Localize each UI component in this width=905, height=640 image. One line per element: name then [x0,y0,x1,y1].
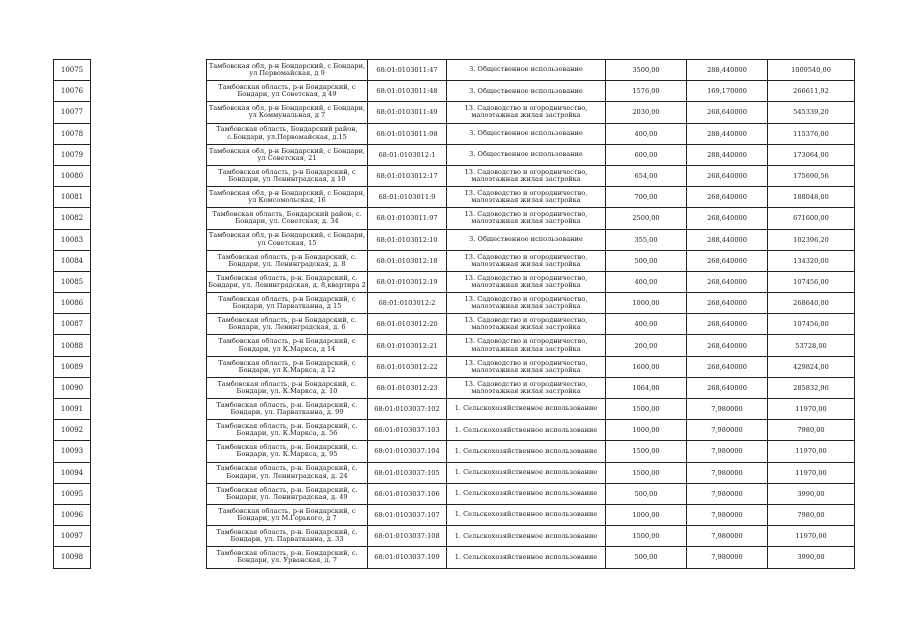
land-use-cell: 3. Общественное использование [447,229,606,250]
row-id-cell: 10079 [54,144,91,165]
parcel-table-body [207,60,855,569]
land-use-cell: 13. Садоводство и огородничество, малоэтажная жилая застройка [447,102,606,123]
table-row [207,399,855,420]
id-row [54,250,91,271]
cadastral-number-cell: 68:01:0103037:104 [368,441,447,462]
id-row [54,547,91,568]
rate-cell: 268,640000 [687,293,768,314]
rate-cell: 7,980000 [687,526,768,547]
id-column-table [53,59,91,569]
cadastral-number-cell: 68:01:0103037:102 [368,399,447,420]
address-cell: Тамбовская обл, р-н Бондарский, с Бондари, ул Советская, 21 [207,144,368,165]
area-cell: 1500,00 [606,399,687,420]
id-column-body [54,60,91,569]
address-cell: Тамбовская область, р-н Бондарский, с. Бондари, ул. Ленинградская, д. 8 [207,250,368,271]
id-row [54,271,91,292]
rate-cell: 268,640000 [687,271,768,292]
land-use-cell: 1. Сельскохозяйственное использование [447,504,606,525]
cadastral-value-cell: 107456,00 [768,271,855,292]
land-use-cell: 1. Сельскохозяйственное использование [447,420,606,441]
row-id-cell: 10086 [54,293,91,314]
land-use-cell: 13. Садоводство и огородничество, малоэтажная жилая застройка [447,335,606,356]
address-cell: Тамбовская область, р-н. Бондарский, с. Бондари, ул. К.Маркса, д. 56 [207,420,368,441]
row-id-cell: 10098 [54,547,91,568]
rate-cell: 7,980000 [687,483,768,504]
id-row [54,314,91,335]
rate-cell: 288,440000 [687,229,768,250]
cadastral-number-cell: 68:01:0103037:103 [368,420,447,441]
rate-cell: 268,640000 [687,356,768,377]
id-row [54,229,91,250]
address-cell: Тамбовская область, р-н. Бондарский, с. Бондари, ул. Ленинградская, д. 8,квартира 2 [207,271,368,292]
cadastral-value-cell: 11970,00 [768,462,855,483]
table-row [207,526,855,547]
area-cell: 200,00 [606,335,687,356]
table-row [207,187,855,208]
cadastral-number-cell: 68:01:0103012:19 [368,271,447,292]
id-row [54,462,91,483]
id-row [54,123,91,144]
land-use-cell: 1. Сельскохозяйственное использование [447,483,606,504]
land-use-cell: 1. Сельскохозяйственное использование [447,462,606,483]
address-cell: Тамбовская область, р-н Бондарский, с Бондари, ул К.Маркса, д 14 [207,335,368,356]
table-row [207,81,855,102]
area-cell: 3500,00 [606,60,687,81]
cadastral-value-cell: 175690,56 [768,165,855,186]
rate-cell: 288,440000 [687,60,768,81]
land-use-cell: 1. Сельскохозяйственное использование [447,441,606,462]
cadastral-value-cell: 268640,00 [768,293,855,314]
id-row [54,399,91,420]
cadastral-value-cell: 11970,00 [768,526,855,547]
rate-cell: 7,980000 [687,462,768,483]
table-row [207,102,855,123]
cadastral-number-cell: 68:01:0103012:1 [368,144,447,165]
id-row [54,420,91,441]
cadastral-value-cell: 102396,20 [768,229,855,250]
row-id-cell: 10082 [54,208,91,229]
area-cell: 400,00 [606,271,687,292]
id-row [54,208,91,229]
address-cell: Тамбовская область, р-н Бондарский, с. Бондари, ул. Ленинградская, д. 6 [207,314,368,335]
row-id-cell: 10096 [54,504,91,525]
row-id-cell: 10093 [54,441,91,462]
land-use-cell: 13. Садоводство и огородничество, малоэтажная жилая застройка [447,187,606,208]
rate-cell: 268,640000 [687,314,768,335]
land-use-cell: 1. Сельскохозяйственное использование [447,526,606,547]
area-cell: 654,00 [606,165,687,186]
land-use-cell: 13. Садоводство и огородничество, малоэтажная жилая застройка [447,377,606,398]
address-cell: Тамбовская область, р-н Бондарский, с. Бондари, ул. К.Маркса, д. 10 [207,377,368,398]
area-cell: 1600,00 [606,356,687,377]
land-use-cell: 3. Общественное использование [447,123,606,144]
area-cell: 1000,00 [606,293,687,314]
land-use-cell: 13. Садоводство и огородничество, малоэтажная жилая застройка [447,271,606,292]
table-row [207,462,855,483]
table-row [207,144,855,165]
cadastral-number-cell: 68:01:0103012:2 [368,293,447,314]
cadastral-number-cell: 68:01:0103012:18 [368,250,447,271]
table-row [207,335,855,356]
row-id-cell: 10095 [54,483,91,504]
row-id-cell: 10085 [54,271,91,292]
table-row [207,377,855,398]
area-cell: 1576,00 [606,81,687,102]
id-row [54,165,91,186]
table-row [207,356,855,377]
address-cell: Тамбовская область, р-н. Бондарский, с. Бондари, ул. Урванская, д. 7 [207,547,368,568]
area-cell: 1000,00 [606,504,687,525]
land-use-cell: 3. Общественное использование [447,144,606,165]
land-use-cell: 13. Садоводство и огородничество, малоэтажная жилая застройка [447,165,606,186]
land-use-cell: 1. Сельскохозяйственное использование [447,547,606,568]
area-cell: 500,00 [606,483,687,504]
row-id-cell: 10080 [54,165,91,186]
land-use-cell: 13. Садоводство и огородничество, малоэтажная жилая застройка [447,293,606,314]
rate-cell: 169,170000 [687,81,768,102]
rate-cell: 268,640000 [687,165,768,186]
cadastral-number-cell: 68:01:0103037:106 [368,483,447,504]
area-cell: 500,00 [606,547,687,568]
address-cell: Тамбовская обл, р-н Бондарский, с Бондари, ул Советская, 15 [207,229,368,250]
area-cell: 355,00 [606,229,687,250]
address-cell: Тамбовская обл, р-н Бондарский, с Бондари, ул Первомайская, д 9 [207,60,368,81]
row-id-cell: 10088 [54,335,91,356]
id-row [54,483,91,504]
area-cell: 2500,00 [606,208,687,229]
area-cell: 1500,00 [606,441,687,462]
address-cell: Тамбовская область, р-н Бондарский, с Бондари, ул Советская, д 49 [207,81,368,102]
cadastral-number-cell: 68:01:0103012:22 [368,356,447,377]
area-cell: 1000,00 [606,420,687,441]
cadastral-value-cell: 115376,00 [768,123,855,144]
cadastral-value-cell: 11970,00 [768,399,855,420]
cadastral-value-cell: 545339,20 [768,102,855,123]
table-row [207,123,855,144]
id-row [54,504,91,525]
table-row [207,483,855,504]
id-row [54,441,91,462]
rate-cell: 7,980000 [687,547,768,568]
cadastral-number-cell: 68:01:0103011:9 [368,187,447,208]
area-cell: 500,00 [606,250,687,271]
parcel-table [206,59,855,569]
row-id-cell: 10081 [54,187,91,208]
cadastral-value-cell: 3990,00 [768,483,855,504]
cadastral-value-cell: 7980,00 [768,420,855,441]
cadastral-value-cell: 53728,00 [768,335,855,356]
table-row [207,250,855,271]
id-row [54,60,91,81]
rate-cell: 268,640000 [687,187,768,208]
address-cell: Тамбовская область, р-н Бондарский, с Бондари, ул К.Маркса, д 12 [207,356,368,377]
cadastral-value-cell: 134320,00 [768,250,855,271]
address-cell: Тамбовская область, р-н Бондарский, с Бондари, ул Ленинградская, д 10 [207,165,368,186]
cadastral-number-cell: 68:01:0103012:23 [368,377,447,398]
table-row [207,60,855,81]
rate-cell: 7,980000 [687,441,768,462]
table-row [207,441,855,462]
id-row [54,356,91,377]
table-row [207,420,855,441]
id-row [54,81,91,102]
land-use-cell: 3. Общественное использование [447,81,606,102]
row-id-cell: 10084 [54,250,91,271]
row-id-cell: 10089 [54,356,91,377]
cadastral-number-cell: 68:01:0103037:109 [368,547,447,568]
cadastral-value-cell: 3990,00 [768,547,855,568]
land-use-cell: 13. Садоводство и огородничество, малоэтажная жилая застройка [447,356,606,377]
cadastral-value-cell: 266611,92 [768,81,855,102]
id-row [54,293,91,314]
address-cell: Тамбовская область, Бондарский район, с.Бондари, ул.Первомайская, д.15 [207,123,368,144]
cadastral-number-cell: 68:01:0103037:108 [368,526,447,547]
id-row [54,377,91,398]
area-cell: 2030,00 [606,102,687,123]
row-id-cell: 10090 [54,377,91,398]
cadastral-value-cell: 7980,00 [768,504,855,525]
address-cell: Тамбовская область, Бондарский район, с. Бондари, ул. Советская, д. 34 [207,208,368,229]
address-cell: Тамбовская область, р-н. Бондарский, с. Бондари, ул. Ленинградская, д. 49 [207,483,368,504]
table-row [207,229,855,250]
cadastral-number-cell: 68:01:0103012:20 [368,314,447,335]
cadastral-value-cell: 285832,96 [768,377,855,398]
address-cell: Тамбовская область, р-н. Бондарский, с. Бондари, ул. Ленинградская, д. 24 [207,462,368,483]
table-row [207,504,855,525]
table-row [207,271,855,292]
table-row [207,165,855,186]
row-id-cell: 10076 [54,81,91,102]
area-cell: 400,00 [606,314,687,335]
address-cell: Тамбовская область, р-н Бондарский, с Бондари, ул Парватканна, д 15 [207,293,368,314]
area-cell: 600,00 [606,144,687,165]
table-row [207,208,855,229]
cadastral-value-cell: 1009540,00 [768,60,855,81]
row-id-cell: 10092 [54,420,91,441]
cadastral-number-cell: 68:01:0103037:107 [368,504,447,525]
row-id-cell: 10087 [54,314,91,335]
cadastral-value-cell: 11970,00 [768,441,855,462]
rate-cell: 268,640000 [687,102,768,123]
rate-cell: 7,980000 [687,504,768,525]
table-row [207,547,855,568]
cadastral-value-cell: 429824,00 [768,356,855,377]
row-id-cell: 10094 [54,462,91,483]
cadastral-value-cell: 173064,00 [768,144,855,165]
address-cell: Тамбовская область, р-н Бондарский, с Бондари, ул М.Горького, д 7 [207,504,368,525]
cadastral-value-cell: 671600,00 [768,208,855,229]
cadastral-number-cell: 68:01:0103012:17 [368,165,447,186]
rate-cell: 7,980000 [687,420,768,441]
row-id-cell: 10075 [54,60,91,81]
address-cell: Тамбовская область, р-н. Бондарский, с. Бондари, ул. Парватканна, д. 33 [207,526,368,547]
cadastral-value-cell: 188048,00 [768,187,855,208]
land-use-cell: 13. Садоводство и огородничество, малоэтажная жилая застройка [447,250,606,271]
address-cell: Тамбовская область, р-н. Бондарский, с. Бондари, ул. К.Маркса, д. 95 [207,441,368,462]
table-row [207,293,855,314]
rate-cell: 268,640000 [687,208,768,229]
id-row [54,187,91,208]
rate-cell: 288,440000 [687,123,768,144]
area-cell: 1500,00 [606,462,687,483]
id-row [54,144,91,165]
address-cell: Тамбовская область, р-н. Бондарский, с. Бондари, ул. Парватканна, д. 99 [207,399,368,420]
land-use-cell: 13. Садоводство и огородничество, малоэтажная жилая застройка [447,314,606,335]
area-cell: 400,00 [606,123,687,144]
row-id-cell: 10083 [54,229,91,250]
area-cell: 1500,00 [606,526,687,547]
row-id-cell: 10097 [54,526,91,547]
rate-cell: 268,640000 [687,377,768,398]
area-cell: 1064,00 [606,377,687,398]
cadastral-number-cell: 68:01:0103011:97 [368,208,447,229]
id-row [54,102,91,123]
id-row [54,335,91,356]
table-row [207,314,855,335]
cadastral-number-cell: 68:01:0103011:47 [368,60,447,81]
land-use-cell: 1. Сельскохозяйственное использование [447,399,606,420]
area-cell: 700,00 [606,187,687,208]
cadastral-number-cell: 68:01:0103011:48 [368,81,447,102]
cadastral-number-cell: 68:01:0103037:105 [368,462,447,483]
cadastral-number-cell: 68:01:0103012:21 [368,335,447,356]
id-row [54,526,91,547]
address-cell: Тамбовская обл, р-н Бондарский, с Бондари, ул Комсомольская, 16 [207,187,368,208]
row-id-cell: 10077 [54,102,91,123]
cadastral-value-cell: 107456,00 [768,314,855,335]
row-id-cell: 10091 [54,399,91,420]
cadastral-number-cell: 68:01:0103011:49 [368,102,447,123]
rate-cell: 268,640000 [687,250,768,271]
rate-cell: 7,980000 [687,399,768,420]
rate-cell: 288,440000 [687,144,768,165]
rate-cell: 268,640000 [687,335,768,356]
address-cell: Тамбовская обл, р-н Бондарский, с Бондари, ул Коммунальная, д 7 [207,102,368,123]
cadastral-number-cell: 68:01:0103012:10 [368,229,447,250]
row-id-cell: 10078 [54,123,91,144]
land-use-cell: 3. Общественное использование [447,60,606,81]
cadastral-number-cell: 68:01:0103011:98 [368,123,447,144]
land-use-cell: 13. Садоводство и огородничество, малоэтажная жилая застройка [447,208,606,229]
